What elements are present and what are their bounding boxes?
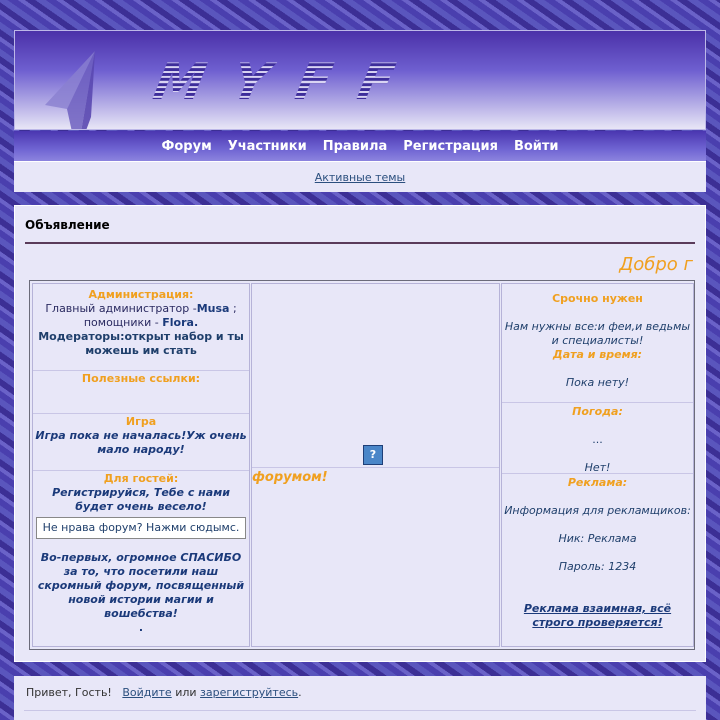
nav-forum[interactable]: Форум [161, 138, 212, 154]
admin-suffix: ; [229, 302, 237, 315]
guest-footer [14, 676, 706, 720]
ads-nick: Ник: Реклама [558, 532, 637, 545]
divider [502, 402, 693, 403]
paper-plane-logo-icon [37, 45, 117, 130]
weather-value: Нет! [584, 461, 611, 474]
game-section [33, 415, 249, 457]
urgent-heading: Срочно нужен [552, 292, 643, 305]
ads-section [502, 476, 693, 630]
helper-name: Flora. [162, 316, 199, 329]
period-text: . [298, 686, 302, 699]
ads-heading: Реклама: [567, 476, 628, 489]
welcome-marquee: Добро г [619, 254, 693, 275]
announcement-title: Объявление [25, 218, 110, 232]
ads-note-link[interactable]: Реклама взаимная, всё строго проверяется! [523, 602, 672, 629]
dislike-forum-button[interactable]: Не нрава форум? Нажми сюдымс. [36, 517, 247, 539]
or-text: или [175, 686, 197, 699]
ads-password: Пароль: 1234 [558, 560, 637, 573]
nav-members[interactable]: Участники [227, 138, 307, 154]
greeting-text: Привет, Гость! [26, 686, 112, 699]
nav-rules[interactable]: Правила [322, 138, 388, 154]
moderators-text: Модераторы:открыт набор и ты можешь им стать [38, 330, 244, 357]
datetime-heading: Дата и время: [552, 348, 643, 361]
middle-column [251, 283, 500, 647]
guests-section [33, 472, 249, 635]
thanks-text: Во-первых, огромное СПАСИБО за то, что посетили наш скромный форум, посвященный новой истории магии и вошебства! [37, 551, 245, 620]
guests-text: Регистрируйся, Тебе с нами будет очень весело! [52, 486, 230, 513]
game-heading: Игра [125, 415, 157, 428]
weather-section [502, 405, 693, 475]
nav-login[interactable]: Войти [513, 138, 559, 154]
divider [25, 242, 695, 244]
left-column [32, 283, 250, 647]
dot-text: . [138, 621, 144, 634]
admin-name: Musa [196, 302, 230, 315]
game-text: Игра пока не началась!Уж очень мало народу! [35, 429, 247, 456]
weather-dots: ... [592, 433, 603, 446]
forum-scroll-text: форумом! [252, 470, 328, 485]
divider [33, 370, 249, 371]
main-nav [14, 131, 706, 161]
right-column [501, 283, 694, 647]
guests-heading: Для гостей: [103, 472, 179, 485]
urgent-text: Нам нужны все:и феи,и ведьмы и специалисты! [504, 320, 691, 347]
forum-header [14, 30, 706, 130]
links-section [33, 372, 249, 386]
weather-heading: Погода: [572, 405, 623, 418]
announcement-block [14, 205, 706, 662]
login-link[interactable]: Войдите [122, 686, 172, 699]
forum-logo-text: MYFF [148, 53, 428, 111]
announcement-table [29, 280, 695, 650]
divider [252, 467, 499, 468]
urgent-section [502, 292, 693, 390]
nav-register[interactable]: Регистрация [403, 138, 498, 154]
divider [33, 470, 249, 471]
broken-image-icon[interactable]: ? [363, 445, 383, 465]
register-link[interactable]: зарегиструйтесь [200, 686, 299, 699]
divider [502, 473, 693, 474]
links-heading: Полезные ссылки: [81, 372, 201, 385]
divider [33, 413, 249, 414]
admin-label: Главный администратор - [45, 302, 197, 315]
divider [24, 710, 696, 711]
ads-info: Информация для рекламщиков: [504, 504, 691, 517]
helpers-label: помощники - [83, 316, 163, 329]
datetime-value: Пока нету! [565, 376, 630, 389]
admin-heading: Администрация: [88, 288, 194, 301]
active-topics-link[interactable]: Активные темы [314, 170, 406, 184]
admin-section [33, 288, 249, 358]
sub-nav [14, 161, 706, 192]
